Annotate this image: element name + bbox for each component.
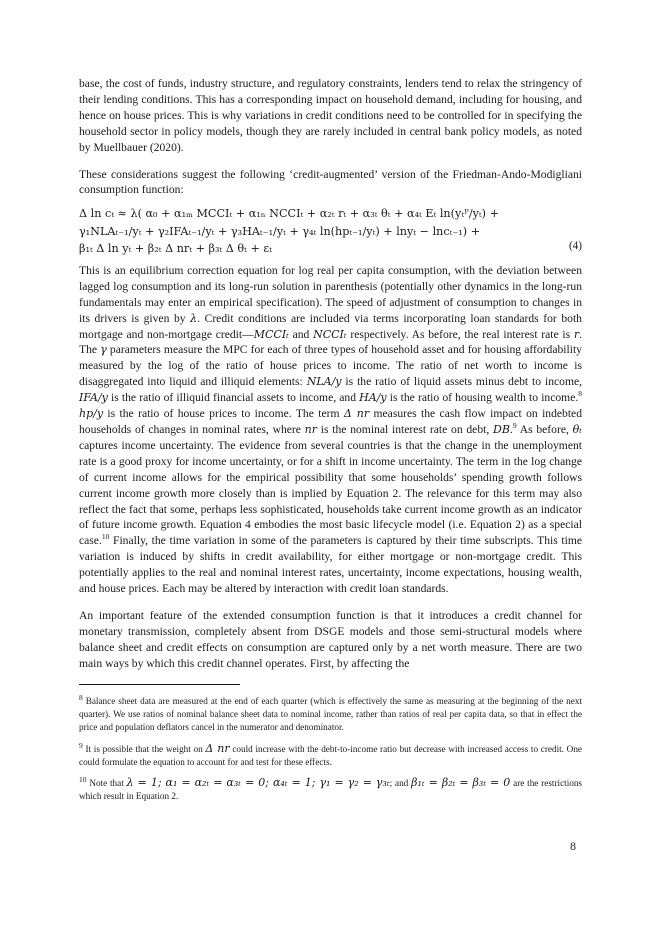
equation-line-2: γ₁NLAₜ₋₁/yₜ + γ₂IFAₜ₋₁/yₜ + γ₃HAₜ₋₁/yₜ + γ₄ₜ ln(hpₜ₋₁/yₜ) + lnyₜ − lncₜ₋₁) + — [79, 224, 481, 238]
math-gamma: γ — [100, 343, 107, 357]
paragraph-4: An important feature of the extended consumption function is that it introduces a credit channel for monetary transmission, completely absent from DSGE models and those semi-structural models where balance sheet and credit effects on consumption are captured only by a net worth measure. There are two main ways by which this credit channel operates. First, by affecting the — [79, 608, 582, 670]
paragraph-2: These considerations suggest the following ‘credit-augmented’ version of the Friedman-Ando-Modigliani consumption function: — [79, 167, 582, 197]
main-text — [79, 76, 582, 672]
footnote-ref-10[interactable]: 10 — [101, 532, 110, 542]
math-r: r — [573, 327, 580, 341]
equation-4 — [79, 205, 582, 257]
equation-line-1: Δ ln cₜ ≈ λ( α₀ + α₁ₘ MCCIₜ + α₁ₙ NCCIₜ + α₂ₜ rₜ + α₃ₜ θₜ + α₄ₜ Eₜ ln(yₜᴾ/yₜ) + — [79, 207, 499, 221]
equation-line-3: β₁ₜ Δ ln yₜ + β₂ₜ Δ nrₜ + β₃ₜ Δ θₜ + εₜ — [79, 241, 272, 255]
footnotes — [79, 692, 583, 810]
math-lambda: λ — [190, 311, 198, 325]
math-ncci: NCCIₜ — [313, 327, 347, 341]
paragraph-3: This is an equilibrium correction equation for log real per capita consumption, with the deviation between lagged log consumption and its long-run solution in parenthesis (potentially other dynamics in the long-run fundamentals may enter an empirical specification). The speed of adjustment of consumption to changes in its drivers is given by λ. Credit conditions are included via terms incorporating loan standards for both mortgage and non-mortgage credit—MCCIₜ and NCCIₜ respectively. As before, the real interest rate is r. The γ parameters measure the MPC for each of three types of household asset and for housing affordability measured by the log of the ratio of house prices to income. The ratio of net worth to income is disaggregated into liquid and illiquid elements: NLA/y is the ratio of liquid assets minus debt to income, IFA/y is the ratio of illiquid financial assets to income, and HA/y is the ratio of housing wealth to income.$^8$ hp/y is the ratio of house prices to income. The term Δ nr measures the cash flow impact on indebted households of changes in nominal rates, where nr is the nominal interest rate on debt, DB.$^9$ As before, θₜ captures income uncertainty. The evidence from several countries is that the change in the unemployment rate is a good proxy for income uncertainty, or for a shift in income uncertainty. The term in the log change of current income allows for the empirical possibility that some households’ spending growth follows current income growth more closely than is implied by Equation 2. The relevance for this term may also reflect the fact that some, perhaps less sophisticated, households take current income growth as an indicator of future income growth. Equation 4 embodies the most basic lifecycle model (i.e. Equation 2) as a special case.$^{10}$ Finally, the time variation in some of the parameters is captured by their time subscripts. This time variation is induced by shifts in credit availability, for either mortgage or non-mortgage credit. This potentially applies to the real and nominal interest rates, uncertainty, income expectations, housing wealth, and house prices. Each may be altered by interaction with credit loan standards. — [79, 263, 583, 596]
math-nla: NLA/y — [306, 375, 342, 389]
footnote-9: $^9$ It is possible that the weight on Δ nr could increase with the debt-to-income ratio but decrease with increased access to credit. One could formulate the equation to account for and test for these effects. — [79, 740, 582, 767]
footnote-ref-8[interactable]: 8 — [578, 389, 582, 399]
math-nr: nr — [304, 423, 318, 437]
footnote-separator — [79, 684, 240, 685]
footnote-8: $^8$ Balance sheet data are measured at the end of each quarter (which is effectively the same as measuring at the beginning of the next quarter). We use ratios of nominal balance sheet data to nominal income, rather than ratios of real per capita data, so that in effect the price and population deflators cancel in the numerator and denominator. — [79, 692, 582, 733]
math-ifa: IFA/y — [79, 391, 108, 405]
page-number: 8 — [570, 839, 576, 853]
math-db: DB — [493, 423, 510, 437]
math-hp: hp/y — [79, 407, 104, 421]
math-dnr: Δ nr — [343, 407, 370, 421]
footnote-ref-9[interactable]: 9 — [512, 421, 517, 431]
math-theta: θₜ — [572, 423, 582, 437]
paragraph-1: base, the cost of funds, industry structure, and regulatory constraints, lenders tend to relax the stringency of their lending conditions. This has a corresponding impact on household demand, including for housing, and hence on house prices. This is why variations in credit conditions need to be controlled for in specifying the household sector in policy models, though they are rarely included in central bank policy models, as noted by Muellbauer (2020). — [79, 77, 582, 154]
math-ha: HA/y — [359, 391, 387, 405]
math-mcci: MCCIₜ — [253, 327, 289, 341]
footnote-10: $^{10}$ Note that λ = 1; α₁ = α₂ₜ = α₃ₜ = 0; α₄ₜ = 1; γ₁ = γ₂ = γ₃ₜ; and β₁ₜ = β₂ₜ = β₃ₜ = 0 are the restrictions which result in Equation 2. — [79, 774, 583, 802]
equation-number: (4) — [568, 239, 582, 252]
